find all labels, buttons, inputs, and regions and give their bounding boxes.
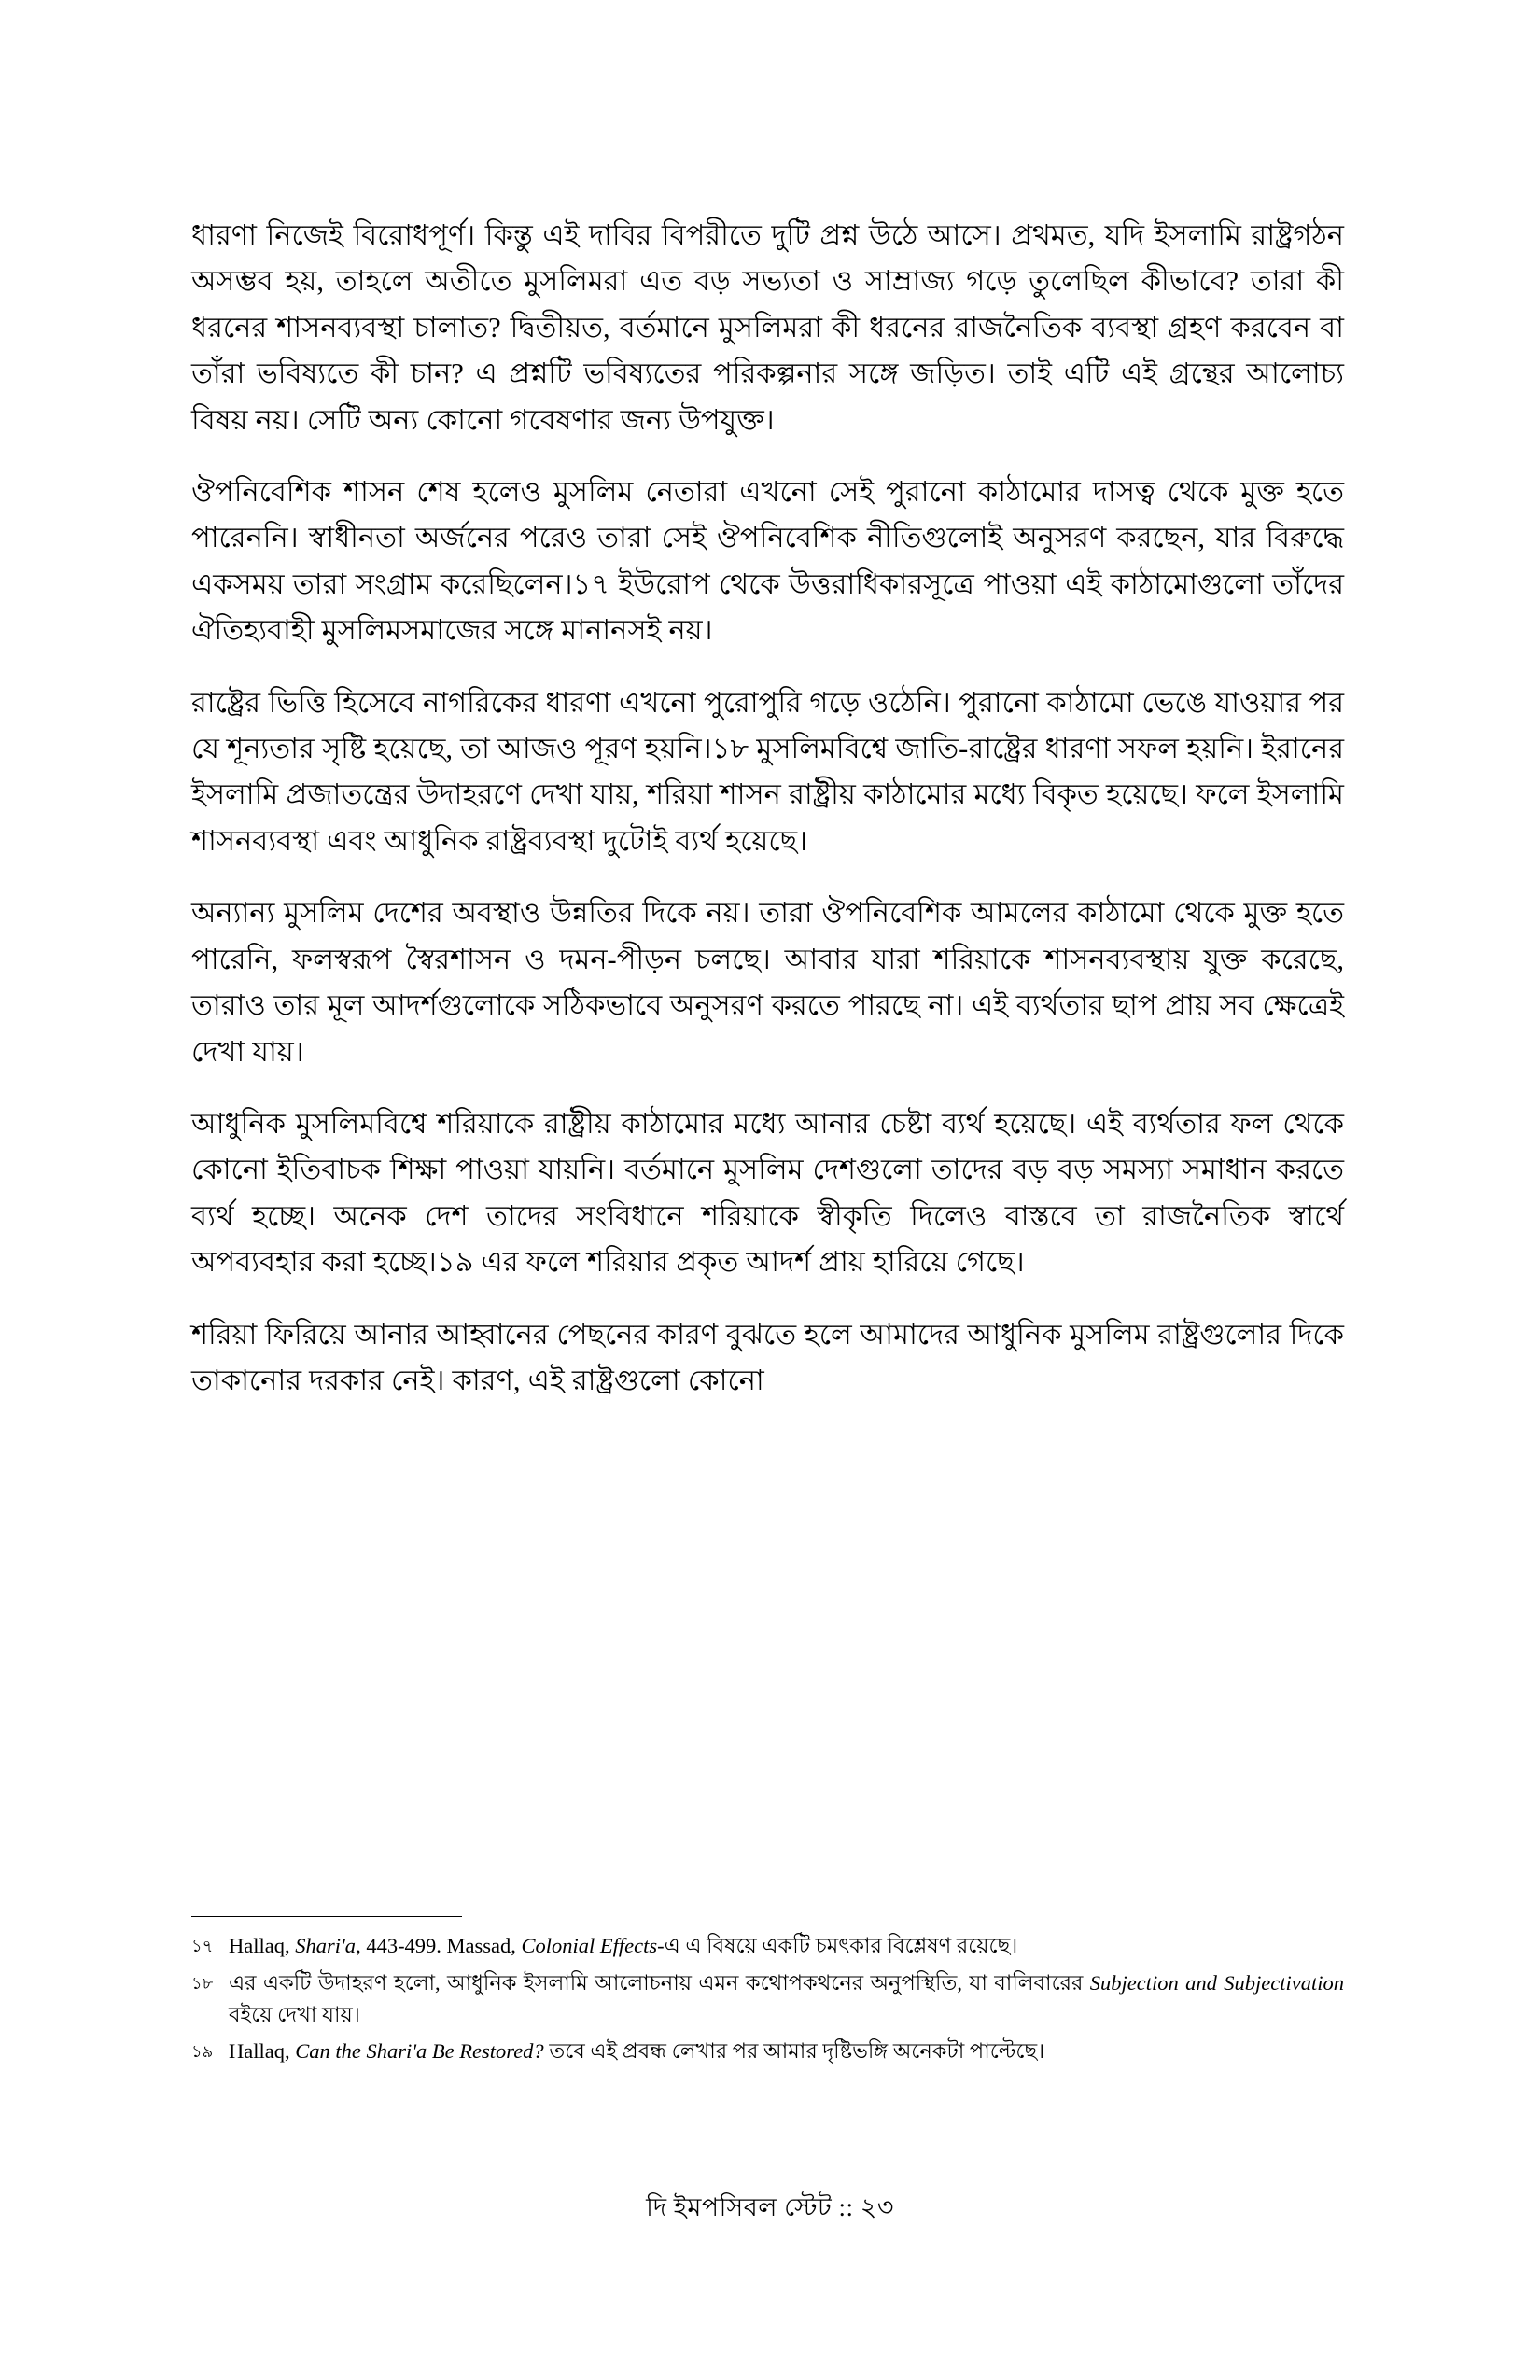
page-footer: দি ইমপসিবল স্টেট :: ২৩ — [646, 2193, 894, 2221]
body-text-column — [191, 213, 1344, 1404]
paragraph: রাষ্ট্রের ভিত্তি হিসেবে নাগরিকের ধারণা এখনো পুরোপুরি গড়ে ওঠেনি। পুরানো কাঠামো ভেঙে যাওয়ার পর যে শূন্যতার সৃষ্টি হয়েছে, তা আজও পূরণ হয়নি।১৮ মুসলিমবিশ্বে জাতি-রাষ্ট্রের ধারণা সফল হয়নি। ইরানের ইসলামি প্রজাতন্ত্রের উদাহরণে দেখা যায়, শরিয়া শাসন রাষ্ট্রীয় কাঠামোর মধ্যে বিকৃত হয়েছে। ফলে ইসলামি শাসনব্যবস্থা এবং আধুনিক রাষ্ট্রব্যবস্থা দুটোই ব্যর্থ হয়েছে। — [191, 686, 1344, 857]
paragraph: ধারণা নিজেই বিরোধপূর্ণ। কিন্তু এই দাবির বিপরীতে দুটি প্রশ্ন উঠে আসে। প্রথমত, যদি ইসলামি রাষ্ট্রগঠন অসম্ভব হয়, তাহলে অতীতে মুসলিমরা এত বড় সভ্যতা ও সাম্রাজ্য গড়ে তুলেছিল কীভাবে? তারা কী ধরনের শাসনব্যবস্থা চালাত? দ্বিতীয়ত, বর্তমানে মুসলিমরা কী ধরনের রাজনৈতিক ব্যবস্থা গ্রহণ করবেন বা তাঁরা ভবিষ্যতে কী চান? এ প্রশ্নটি ভবিষ্যতের পরিকল্পনার সঙ্গে জড়িত। তাই এটি এই গ্রন্থের আলোচ্য বিষয় নয়। সেটি অন্য কোনো গবেষণার জন্য উপযুক্ত। — [191, 219, 1344, 436]
footnote-item — [191, 2036, 1344, 2067]
footnote-text: এর একটি উদাহরণ হলো, আধুনিক ইসলামি আলোচনায় এমন কথোপকথনের অনুপস্থিতি, যা বালিবারের Subjection and Subjectivation বইয়ে দেখা যায়। — [229, 1970, 1344, 2026]
paragraph: আধুনিক মুসলিমবিশ্বে শরিয়াকে রাষ্ট্রীয় কাঠামোর মধ্যে আনার চেষ্টা ব্যর্থ হয়েছে। এই ব্যর্থতার ফল থেকে কোনো ইতিবাচক শিক্ষা পাওয়া যায়নি। বর্তমানে মুসলিম দেশগুলো তাদের বড় বড় সমস্যা সমাধান করতে ব্যর্থ হচ্ছে। অনেক দেশ তাদের সংবিধানে শরিয়াকে স্বীকৃতি দিলেও বাস্তবে তা রাজনৈতিক স্বার্থে অপব্যবহার করা হচ্ছে।১৯ এর ফলে শরিয়ার প্রকৃত আদর্শ প্রায় হারিয়ে গেছে। — [191, 1107, 1344, 1279]
footnote-item — [191, 1967, 1344, 2031]
footnote-marker: ১৭ — [191, 1937, 214, 1955]
footnote-list — [191, 1930, 1344, 2073]
footnote-text: Hallaq, Shari'a, 443-499. Massad, Colonial Effects-এ এ বিষয়ে একটি চমৎকার বিশ্লেষণ রয়েছে। — [229, 1934, 1018, 1957]
paragraph: শরিয়া ফিরিয়ে আনার আহ্বানের পেছনের কারণ বুঝতে হলে আমাদের আধুনিক মুসলিম রাষ্ট্রগুলোর দিকে তাকানোর দরকার নেই। কারণ, এই রাষ্ট্রগুলো কোনো — [191, 1318, 1344, 1396]
footnote-item — [191, 1930, 1344, 1962]
footnote-separator-rule — [191, 1916, 462, 1917]
paragraph: ঔপনিবেশিক শাসন শেষ হলেও মুসলিম নেতারা এখনো সেই পুরানো কাঠামোর দাসত্ব থেকে মুক্ত হতে পারেননি। স্বাধীনতা অর্জনের পরেও তারা সেই ঔপনিবেশিক নীতিগুলোই অনুসরণ করছেন, যার বিরুদ্ধে একসময় তারা সংগ্রাম করেছিলেন।১৭ ইউরোপ থেকে উত্তরাধিকারসূত্রে পাওয়া এই কাঠামোগুলো তাঁদের ঐতিহ্যবাহী মুসলিমসমাজের সঙ্গে মানানসই নয়। — [191, 476, 1344, 647]
footnote-text: Hallaq, Can the Shari'a Be Restored? তবে এই প্রবন্ধ লেখার পর আমার দৃষ্টিভঙ্গি অনেকটা পাল্টেছে। — [229, 2039, 1045, 2064]
footnote-marker: ১৮ — [191, 1973, 214, 1993]
paragraph: অন্যান্য মুসলিম দেশের অবস্থাও উন্নতির দিকে নয়। তারা ঔপনিবেশিক আমলের কাঠামো থেকে মুক্ত হতে পারেনি, ফলস্বরূপ স্বৈরশাসন ও দমন-পীড়ন চলছে। আবার যারা শরিয়াকে শাসনব্যবস্থায় যুক্ত করেছে, তারাও তার মূল আদর্শগুলোকে সঠিকভাবে অনুসরণ করতে পারছে না। এই ব্যর্থতার ছাপ প্রায় সব ক্ষেত্রেই দেখা যায়। — [191, 897, 1344, 1068]
footnote-marker: ১৯ — [191, 2042, 214, 2062]
